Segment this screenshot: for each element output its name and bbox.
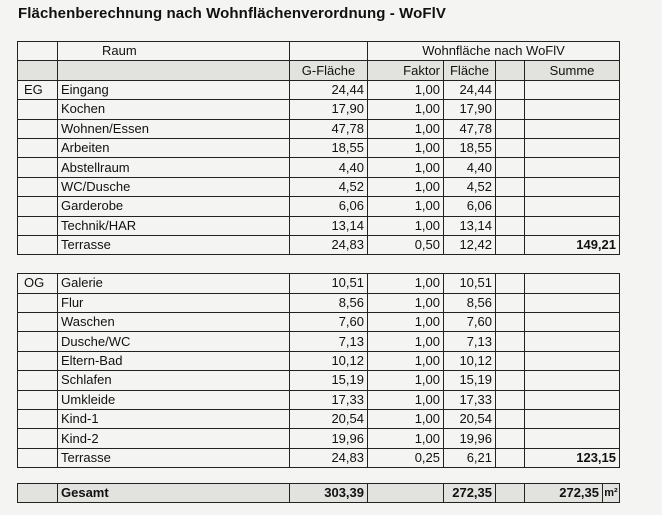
floor-label: OG [18, 274, 58, 293]
total-summe: 272,35 [525, 484, 603, 503]
area-table [17, 41, 620, 468]
g-flaeche-value: 20,54 [290, 410, 368, 429]
summe-empty [525, 313, 620, 332]
room-name: Kochen [58, 100, 290, 119]
faktor-value: 1,00 [368, 351, 444, 370]
summe-empty [525, 197, 620, 216]
table-row [18, 235, 620, 254]
total-flaeche: 272,35 [444, 484, 496, 503]
summe-empty [525, 332, 620, 351]
summe-empty [525, 138, 620, 157]
floor-label: EG [18, 80, 58, 99]
summe-empty [525, 390, 620, 409]
floor-label [18, 158, 58, 177]
total-table [17, 483, 620, 503]
floor-label [18, 351, 58, 370]
flaeche-value: 24,44 [444, 80, 496, 99]
spacer-cell [444, 255, 496, 274]
empty-cell [496, 235, 525, 254]
floor-label [18, 235, 58, 254]
spacer-cell [525, 255, 620, 274]
header-row-1 [18, 42, 620, 61]
flaeche-value: 7,13 [444, 332, 496, 351]
faktor-value: 1,00 [368, 313, 444, 332]
room-name: Schlafen [58, 371, 290, 390]
spacer-cell [368, 255, 444, 274]
g-flaeche-value: 24,44 [290, 80, 368, 99]
faktor-value: 1,00 [368, 158, 444, 177]
faktor-value: 1,00 [368, 429, 444, 448]
table-row [18, 177, 620, 196]
room-name: Terrasse [58, 448, 290, 467]
empty-cell [496, 177, 525, 196]
faktor-value: 1,00 [368, 177, 444, 196]
page-title: Flächenberechnung nach Wohnflächenverordnung - WoFlV [18, 5, 447, 22]
flaeche-value: 17,33 [444, 390, 496, 409]
table-row [18, 100, 620, 119]
flaeche-value: 10,12 [444, 351, 496, 370]
flaeche-value: 18,55 [444, 138, 496, 157]
table-row [18, 119, 620, 138]
empty-cell [496, 293, 525, 312]
header-summe: Summe [525, 61, 620, 80]
flaeche-value: 19,96 [444, 429, 496, 448]
header-wohnflaeche-group: Wohnfläche nach WoFlV [368, 42, 620, 61]
table-row [18, 80, 620, 99]
empty-cell [496, 313, 525, 332]
table-row [18, 216, 620, 235]
floor-label [18, 197, 58, 216]
empty-cell [496, 138, 525, 157]
empty-cell [496, 119, 525, 138]
header-g-flaeche: G-Fläche [290, 61, 368, 80]
total-label: Gesamt [58, 484, 290, 503]
header-empty-cell [290, 42, 368, 61]
g-flaeche-value: 47,78 [290, 119, 368, 138]
floor-label [18, 390, 58, 409]
flaeche-value: 10,51 [444, 274, 496, 293]
table-row [18, 197, 620, 216]
table-row [18, 351, 620, 370]
summe-empty [525, 429, 620, 448]
summe-empty [525, 158, 620, 177]
flaeche-value: 6,06 [444, 197, 496, 216]
flaeche-value: 20,54 [444, 410, 496, 429]
total-unit: m² [603, 484, 620, 503]
summe-empty [525, 177, 620, 196]
summe-empty [525, 351, 620, 370]
floor-label [18, 410, 58, 429]
empty-cell [496, 390, 525, 409]
summe-empty [525, 100, 620, 119]
empty-cell [496, 100, 525, 119]
room-name: Garderobe [58, 197, 290, 216]
faktor-value: 0,50 [368, 235, 444, 254]
faktor-value: 1,00 [368, 390, 444, 409]
header-empty-cell [18, 42, 58, 61]
faktor-value: 1,00 [368, 371, 444, 390]
empty-cell [496, 80, 525, 99]
faktor-value: 0,25 [368, 448, 444, 467]
room-name: Wohnen/Essen [58, 119, 290, 138]
floor-summe: 149,21 [525, 235, 620, 254]
faktor-value: 1,00 [368, 119, 444, 138]
g-flaeche-value: 24,83 [290, 448, 368, 467]
faktor-value: 1,00 [368, 293, 444, 312]
table-row [18, 410, 620, 429]
empty-cell [496, 197, 525, 216]
room-name: Arbeiten [58, 138, 290, 157]
room-name: WC/Dusche [58, 177, 290, 196]
table-body [18, 42, 620, 468]
header-row-2 [18, 61, 620, 80]
summe-empty [525, 274, 620, 293]
empty-cell [496, 158, 525, 177]
room-name: Kind-1 [58, 410, 290, 429]
floor-label [18, 216, 58, 235]
floor-label [18, 429, 58, 448]
flaeche-value: 4,40 [444, 158, 496, 177]
summe-empty [525, 371, 620, 390]
empty-cell [496, 216, 525, 235]
g-flaeche-value: 4,40 [290, 158, 368, 177]
g-flaeche-value: 17,33 [290, 390, 368, 409]
table-row [18, 138, 620, 157]
faktor-value: 1,00 [368, 410, 444, 429]
header-empty-cell [496, 61, 525, 80]
room-name: Flur [58, 293, 290, 312]
g-flaeche-value: 15,19 [290, 371, 368, 390]
total-empty-cell [18, 484, 58, 503]
header-empty-cell [58, 61, 290, 80]
header-empty-cell [18, 61, 58, 80]
flaeche-value: 12,42 [444, 235, 496, 254]
table-row [18, 332, 620, 351]
g-flaeche-value: 7,60 [290, 313, 368, 332]
summe-empty [525, 293, 620, 312]
g-flaeche-value: 6,06 [290, 197, 368, 216]
spacer-cell [496, 255, 525, 274]
faktor-value: 1,00 [368, 274, 444, 293]
g-flaeche-value: 10,12 [290, 351, 368, 370]
spacer-row [18, 255, 620, 274]
table-row [18, 429, 620, 448]
floor-label [18, 448, 58, 467]
table-row [18, 158, 620, 177]
table-row [18, 274, 620, 293]
floor-label [18, 177, 58, 196]
faktor-value: 1,00 [368, 216, 444, 235]
flaeche-value: 6,21 [444, 448, 496, 467]
total-empty-cell [496, 484, 525, 503]
room-name: Umkleide [58, 390, 290, 409]
table-row [18, 371, 620, 390]
spacer-cell [290, 255, 368, 274]
total-g-flaeche: 303,39 [290, 484, 368, 503]
floor-label [18, 313, 58, 332]
header-flaeche: Fläche [444, 61, 496, 80]
flaeche-value: 8,56 [444, 293, 496, 312]
summe-empty [525, 119, 620, 138]
faktor-value: 1,00 [368, 80, 444, 99]
g-flaeche-value: 7,13 [290, 332, 368, 351]
total-row [18, 484, 620, 503]
flaeche-value: 7,60 [444, 313, 496, 332]
floor-summe: 123,15 [525, 448, 620, 467]
room-name: Kind-2 [58, 429, 290, 448]
g-flaeche-value: 19,96 [290, 429, 368, 448]
floor-label [18, 293, 58, 312]
empty-cell [496, 429, 525, 448]
room-name: Abstellraum [58, 158, 290, 177]
g-flaeche-value: 24,83 [290, 235, 368, 254]
empty-cell [496, 410, 525, 429]
floor-label [18, 100, 58, 119]
total-empty-cell [368, 484, 444, 503]
flaeche-value: 17,90 [444, 100, 496, 119]
g-flaeche-value: 4,52 [290, 177, 368, 196]
empty-cell [496, 448, 525, 467]
spacer-cell [58, 255, 290, 274]
room-name: Terrasse [58, 235, 290, 254]
room-name: Waschen [58, 313, 290, 332]
empty-cell [496, 351, 525, 370]
table-row [18, 313, 620, 332]
spacer-cell [18, 255, 58, 274]
room-name: Galerie [58, 274, 290, 293]
table-row [18, 390, 620, 409]
flaeche-value: 15,19 [444, 371, 496, 390]
header-faktor: Faktor [368, 61, 444, 80]
empty-cell [496, 371, 525, 390]
summe-empty [525, 80, 620, 99]
faktor-value: 1,00 [368, 138, 444, 157]
g-flaeche-value: 10,51 [290, 274, 368, 293]
room-name: Dusche/WC [58, 332, 290, 351]
room-name: Eltern-Bad [58, 351, 290, 370]
g-flaeche-value: 17,90 [290, 100, 368, 119]
empty-cell [496, 332, 525, 351]
floor-label [18, 371, 58, 390]
header-raum: Raum [58, 42, 290, 61]
summe-empty [525, 410, 620, 429]
g-flaeche-value: 8,56 [290, 293, 368, 312]
g-flaeche-value: 13,14 [290, 216, 368, 235]
floor-label [18, 119, 58, 138]
flaeche-value: 13,14 [444, 216, 496, 235]
room-name: Eingang [58, 80, 290, 99]
faktor-value: 1,00 [368, 100, 444, 119]
g-flaeche-value: 18,55 [290, 138, 368, 157]
room-name: Technik/HAR [58, 216, 290, 235]
table-row [18, 293, 620, 312]
faktor-value: 1,00 [368, 332, 444, 351]
floor-label [18, 138, 58, 157]
flaeche-value: 4,52 [444, 177, 496, 196]
empty-cell [496, 274, 525, 293]
table-row [18, 448, 620, 467]
faktor-value: 1,00 [368, 197, 444, 216]
summe-empty [525, 216, 620, 235]
floor-label [18, 332, 58, 351]
flaeche-value: 47,78 [444, 119, 496, 138]
